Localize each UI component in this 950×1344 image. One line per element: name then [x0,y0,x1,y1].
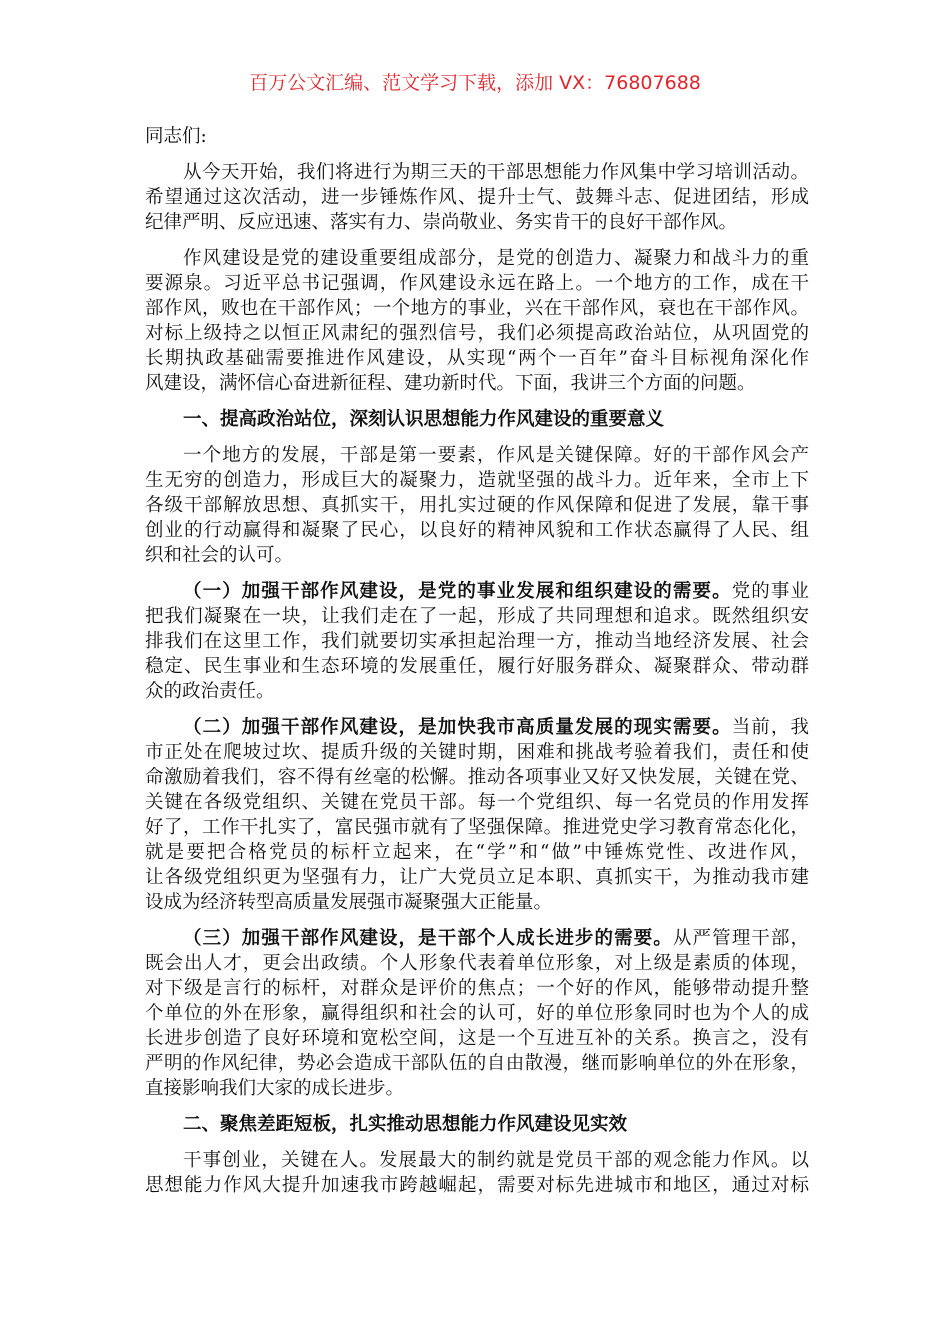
paragraph-importance [145,246,809,396]
text-line: 好了，工作干扎实了，富民强市就有了坚强保障。推进党史学习教育常态化化， [145,817,809,838]
text-line: 作风建设是党的建设重要组成部分，是党的创造力、凝聚力和战斗力的重 [183,248,809,269]
text-line: 部作风，败也在干部作风；一个地方的事业，兴在干部作风，衰也在干部作风。 [145,298,809,319]
paragraph-intro [145,160,809,235]
subsection-title: （一）加强干部作风建设，是党的事业发展和组织建设的需要。 [183,581,732,602]
paragraph-development [145,443,809,568]
text-line: 关键在各级党组织、关键在党员干部。每一个党组织、每一名党员的作用发挥 [145,792,809,813]
text-line: 把我们凝聚在一块，让我们走在了一起，形成了共同理想和追求。既然组织安 [145,606,809,627]
text-span: 党的事业 [731,581,809,602]
text-line: 命激励着我们，容不得有丝毫的松懈。推动各项事业又好又快发展，关键在党、 [145,767,809,788]
download-banner: 百万公文汇编、范文学习下载，添加 VX：76807688 [249,72,701,94]
section-heading-1: 一、提高政治站位，深刻认识思想能力作风建设的重要意义 [183,409,665,430]
text-line: 市正处在爬坡过坎、提质升级的关键时期，困难和挑战考验着我们，责任和使 [145,742,809,763]
text-line: 风建设，满怀信心奋进新征程、建功新时代。下面，我讲三个方面的问题。 [145,373,756,394]
text-span: 当前，我 [731,717,809,738]
text-line: 织和社会的认可。 [145,545,294,566]
salutation: 同志们: [145,126,207,147]
text-line: 创业的行动赢得和凝聚了民心，以良好的精神风貌和工作状态赢得了人民、组 [145,520,809,541]
text-line: 生无穷的创造力，形成巨大的凝聚力，造就坚强的战斗力。近年来，全市上下 [145,470,809,491]
text-line: 对下级是言行的标杆，对群众是评价的焦点；一个好的作风，能够带动提升整 [145,978,809,999]
text-line: 干事创业，关键在人。发展最大的制约就是党员干部的观念能力作风。以 [183,1150,809,1171]
text-line [145,926,809,951]
text-line: 要源泉。习近平总书记强调，作风建设永远在路上。一个地方的工作，成在干 [145,273,809,294]
text-line: 各级干部解放思想、真抓实干，用扎实过硬的作风保障和促进了发展，靠干事 [145,495,809,516]
text-line: 个单位的外在形象，赢得组织和社会的认可，好的单位形象同时也为个人的成 [145,1003,809,1024]
text-line: 既会出人才，更会出政绩。个人形象代表着单位形象，对上级是素质的体现， [145,953,809,974]
text-line: 长期执政基础需要推进作风建设，从实现“两个一百年”奋斗目标视角深化作 [145,348,809,369]
paragraph-people [145,1148,809,1198]
text-line: 一个地方的发展，干部是第一要素，作风是关键保障。好的干部作风会产 [183,445,809,466]
text-line [145,715,809,740]
subsection-1 [145,579,809,704]
section-heading-2: 二、聚焦差距短板，扎实推动思想能力作风建设见实效 [183,1114,628,1135]
text-line: 思想能力作风大提升加速我市跨越崛起，需要对标先进城市和地区，通过对标 [145,1175,809,1196]
subsection-2 [145,715,809,915]
text-line: 众的政治责任。 [145,681,275,702]
text-line: 就是要把合格党员的标杆立起来，在“学”和“做”中锤炼党性、改进作风， [145,842,809,863]
text-line: 长进步创造了良好环境和宽松空间，这是一个互进互补的关系。换言之，没有 [145,1028,809,1049]
text-line: 设成为经济转型高质量发展强市凝聚强大正能量。 [145,892,553,913]
text-line: 纪律严明、反应迅速、落实有力、崇尚敬业、务实肯干的良好干部作风。 [145,212,738,233]
text-line: 让各级党组织更为坚强有力，让广大党员立足本职、真抓实干，为推动我市建 [145,867,809,888]
text-span: 从严管理干部， [672,928,809,949]
text-line: 严明的作风纪律，势必会造成干部队伍的自由散漫，继而影响单位的外在形象， [145,1053,809,1074]
text-line: 直接影响我们大家的成长进步。 [145,1078,405,1099]
subsection-title: （二）加强干部作风建设，是加快我市高质量发展的现实需要。 [183,717,732,738]
text-line: 稳定、民生事业和生态环境的发展重任，履行好服务群众、凝聚群众、带动群 [145,656,809,677]
text-line: 希望通过这次活动，进一步锤炼作风、提升士气、鼓舞斗志、促进团结，形成 [145,187,809,208]
subsection-title: （三）加强干部作风建设，是干部个人成长进步的需要。 [183,928,673,949]
text-line: 从今天开始，我们将进行为期三天的干部思想能力作风集中学习培训活动。 [183,162,809,183]
subsection-3 [145,926,809,1101]
text-line: 对标上级持之以恒正风肃纪的强烈信号，我们必须提高政治站位，从巩固党的 [145,323,809,344]
text-line: 排我们在这里工作，我们就要切实承担起治理一方，推动当地经济发展、社会 [145,631,809,652]
document-body [145,124,809,1198]
text-line [145,579,809,604]
